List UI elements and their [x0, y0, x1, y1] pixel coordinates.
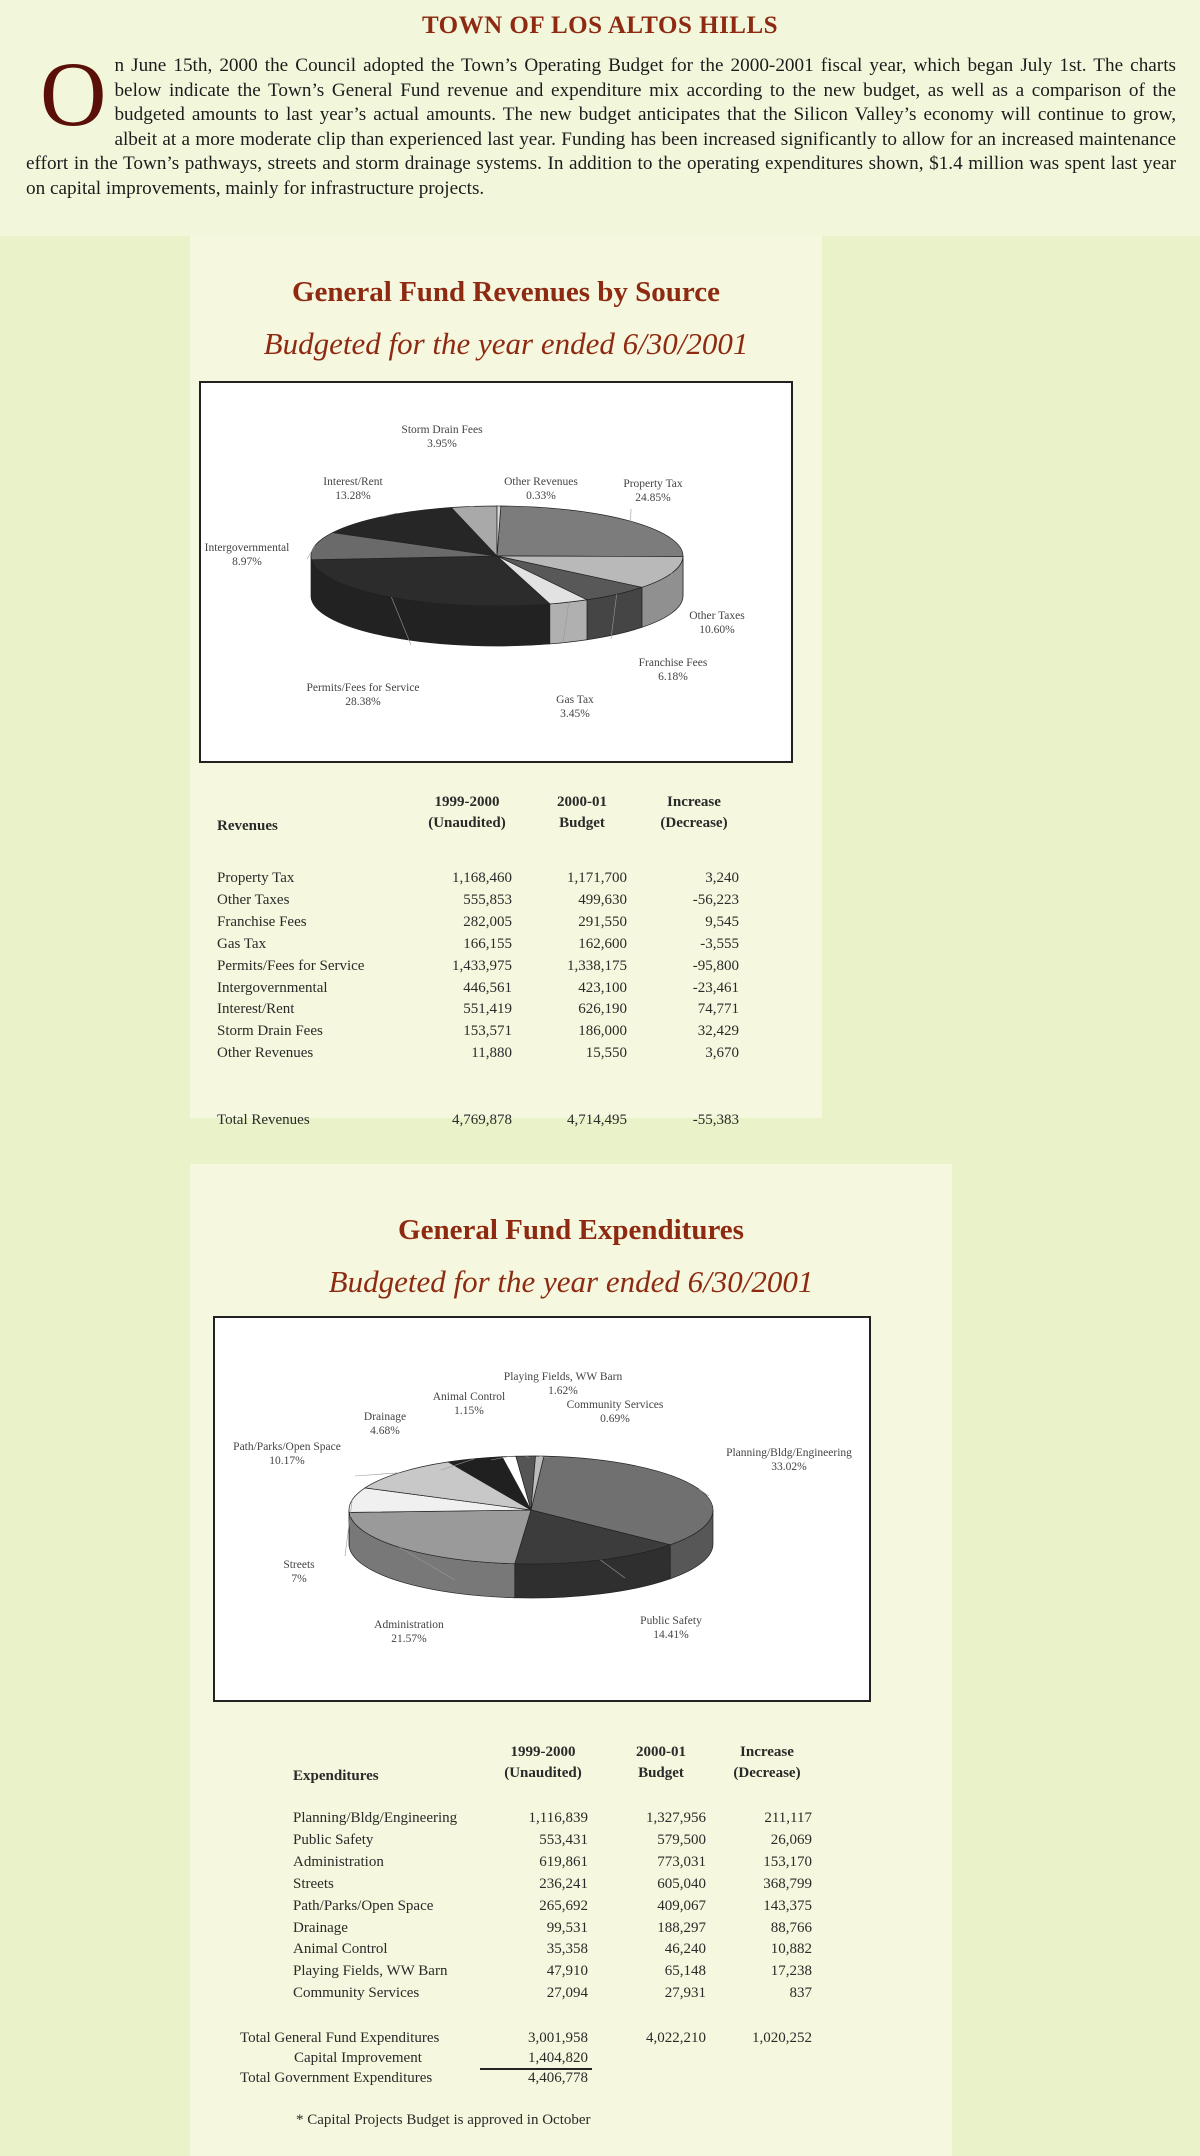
- pie-label-franchise-fees: Franchise Fees: [638, 657, 708, 669]
- intro-paragraph: [26, 43, 1176, 201]
- pie-pct-streets: 7%: [291, 1573, 307, 1585]
- table-cell: 499,630: [578, 891, 627, 908]
- pie-pct-interest-rent: 13.28%: [335, 490, 371, 502]
- table-cell: 551,419: [463, 1001, 512, 1018]
- pie-label-gas-tax: Gas Tax: [556, 694, 594, 706]
- table-row-label: Other Revenues: [217, 1045, 314, 1062]
- table-cell: 27,094: [546, 1985, 588, 2002]
- pie-pct-administration: 21.57%: [391, 1633, 427, 1645]
- column-header-2-sub: Budget: [638, 1765, 684, 1781]
- table-cell: 166,155: [463, 935, 512, 952]
- pie-pct-public-safety: 14.41%: [653, 1629, 689, 1641]
- table-row-label: Streets: [293, 1875, 334, 1892]
- pie-label-playing-fields-ww-barn: Playing Fields, WW Barn: [503, 1371, 623, 1383]
- column-header-label: Revenues: [217, 818, 278, 834]
- column-header-2: 2000-01: [636, 1744, 686, 1760]
- total-underline: [480, 2068, 592, 2070]
- table-cell: 65,148: [664, 1963, 706, 1980]
- table-cell: 579,500: [657, 1831, 706, 1848]
- revenues-pie-svg: [201, 383, 791, 761]
- table-cell: 423,100: [578, 979, 627, 996]
- pie-label-other-taxes: Other Taxes: [689, 610, 745, 622]
- revenues-table: [190, 792, 822, 1128]
- table-cell: 409,067: [657, 1897, 706, 1914]
- pie-pct-community-services: 0.69%: [600, 1413, 630, 1425]
- totals-row-label: Total Government Expenditures: [240, 2070, 433, 2086]
- pie-pct-drainage: 4.68%: [370, 1425, 400, 1437]
- total-revenues-label: Total Revenues: [217, 1112, 310, 1128]
- table-row-label: Other Taxes: [217, 891, 290, 908]
- table-row-label: Gas Tax: [217, 935, 267, 952]
- column-header-3: Increase: [740, 1744, 794, 1760]
- revenues-pie-chart: [199, 381, 793, 763]
- expenditures-pie-svg: [215, 1318, 869, 1700]
- pie-label-intergovernmental: Intergovernmental: [204, 542, 290, 554]
- table-row-label: Intergovernmental: [217, 979, 328, 996]
- pie-label-permits-fees-for-service: Permits/Fees for Service: [306, 682, 420, 694]
- table-cell: 555,853: [463, 891, 512, 908]
- table-cell: -23,461: [692, 979, 739, 996]
- table-cell: -3,555: [700, 935, 739, 952]
- pie-label-interest-rent: Interest/Rent: [323, 476, 383, 488]
- table-row-label: Drainage: [293, 1919, 348, 1936]
- expenditures-pie-chart: [213, 1316, 871, 1702]
- table-cell: 3,240: [705, 870, 739, 886]
- table-cell: -95,800: [692, 957, 739, 974]
- pie-pct-playing-fields-ww-barn: 1.62%: [548, 1385, 578, 1397]
- table-cell: 46,240: [664, 1941, 706, 1958]
- table-cell: 282,005: [463, 913, 512, 930]
- pie-pct-storm-drain-fees: 3.95%: [427, 438, 457, 450]
- table-row-label: Franchise Fees: [217, 913, 307, 930]
- pie-pct-other-revenues: 0.33%: [526, 490, 556, 502]
- expenditures-title: General Fund Expenditures: [398, 1214, 744, 1246]
- pie-label-administration: Administration: [374, 1619, 444, 1631]
- table-cell: 153,170: [763, 1853, 812, 1870]
- table-cell: 74,771: [697, 1001, 739, 1018]
- totals-row-label: Total General Fund Expenditures: [240, 2030, 440, 2046]
- pie-label-community-services: Community Services: [566, 1399, 664, 1411]
- table-cell: 27,931: [664, 1985, 706, 2002]
- column-header-1: 1999-2000: [434, 794, 500, 810]
- expenditures-table: [190, 1742, 952, 2122]
- table-row-label: Playing Fields, WW Barn: [293, 1963, 448, 1980]
- table-cell: 837: [789, 1985, 812, 2002]
- totals-row-cell: 4,406,778: [528, 2070, 588, 2086]
- table-row-label: Animal Control: [293, 1941, 388, 1958]
- pie-label-storm-drain-fees: Storm Drain Fees: [401, 424, 483, 436]
- pie-label-public-safety: Public Safety: [640, 1615, 702, 1627]
- table-cell: 265,692: [539, 1897, 588, 1914]
- table-cell: 88,766: [770, 1919, 812, 1936]
- pie-pct-path-parks-open-space: 10.17%: [269, 1455, 305, 1467]
- table-row-label: Property Tax: [217, 870, 295, 886]
- pie-pct-other-taxes: 10.60%: [699, 624, 735, 636]
- pie-pct-animal-control: 1.15%: [454, 1405, 484, 1417]
- totals-row-cell: 1,404,820: [528, 2050, 588, 2066]
- table-cell: 17,238: [770, 1963, 812, 1980]
- pie-label-property-tax: Property Tax: [623, 478, 683, 490]
- table-cell: 446,561: [463, 979, 512, 996]
- table-row-label: Administration: [293, 1853, 384, 1870]
- table-cell: 99,531: [546, 1919, 588, 1936]
- pie-pct-franchise-fees: 6.18%: [658, 671, 688, 683]
- table-row-label: Planning/Bldg/Engineering: [293, 1810, 458, 1826]
- table-row-label: Interest/Rent: [217, 1001, 295, 1018]
- table-cell: 10,882: [770, 1941, 812, 1958]
- table-cell: 553,431: [539, 1831, 588, 1848]
- pie-label-path-parks-open-space: Path/Parks/Open Space: [233, 1441, 341, 1453]
- table-cell: 35,358: [546, 1941, 588, 1958]
- table-cell: 236,241: [539, 1875, 588, 1892]
- revenues-panel: [190, 236, 822, 1128]
- table-cell: 153,571: [463, 1023, 512, 1040]
- revenues-title: General Fund Revenues by Source: [291, 276, 721, 308]
- table-cell: 368,799: [763, 1875, 812, 1892]
- pie-pct-intergovernmental: 8.97%: [232, 556, 262, 568]
- table-cell: 291,550: [578, 913, 627, 930]
- pie-label-animal-control: Animal Control: [432, 1391, 506, 1403]
- table-cell: 1,116,839: [528, 1810, 588, 1826]
- pie-slice-property-tax: [497, 506, 683, 557]
- column-header-1: 1999-2000: [510, 1744, 576, 1760]
- column-header-3-sub: (Decrease): [733, 1765, 801, 1781]
- column-header-3-sub: (Decrease): [660, 815, 728, 831]
- footnote: * Capital Projects Budget is approved in October: [296, 2112, 591, 2128]
- table-cell: 626,190: [578, 1001, 627, 1018]
- table-cell: 3,670: [705, 1045, 739, 1062]
- total-revenues-cell: 4,714,495: [567, 1112, 627, 1128]
- column-header-2: 2000-01: [557, 794, 607, 810]
- column-header-1-sub: (Unaudited): [504, 1765, 582, 1781]
- table-cell: 188,297: [657, 1919, 706, 1936]
- pie-label-planning-bldg-engineering: Planning/Bldg/Engineering: [726, 1447, 852, 1459]
- table-cell: 1,338,175: [567, 957, 627, 974]
- totals-row-cell: 1,020,252: [752, 2030, 812, 2046]
- table-cell: 773,031: [657, 1853, 706, 1870]
- table-cell: 619,861: [539, 1853, 588, 1870]
- table-row-label: Public Safety: [293, 1831, 374, 1848]
- table-cell: -56,223: [692, 891, 739, 908]
- expenditures-panel: [190, 1164, 952, 2156]
- page-title: TOWN OF LOS ALTOS HILLS: [421, 12, 779, 39]
- pie-pct-property-tax: 24.85%: [635, 492, 671, 504]
- totals-row-label: Capital Improvement: [294, 2050, 422, 2066]
- column-header-label: Expenditures: [293, 1768, 379, 1784]
- drop-cap: O: [40, 43, 107, 145]
- revenues-subtitle: Budgeted for the year ended 6/30/2001: [263, 326, 749, 361]
- table-row-label: Path/Parks/Open Space: [293, 1897, 434, 1914]
- table-cell: 162,600: [578, 935, 627, 952]
- table-cell: 26,069: [770, 1831, 812, 1848]
- table-cell: 9,545: [705, 913, 739, 930]
- pie-pct-planning-bldg-engineering: 33.02%: [771, 1461, 807, 1473]
- table-cell: 11,880: [471, 1045, 512, 1062]
- column-header-2-sub: Budget: [559, 815, 605, 831]
- pie-label-drainage: Drainage: [363, 1411, 407, 1423]
- pie-pct-permits-fees-for-service: 28.38%: [345, 696, 381, 708]
- pie-label-streets: Streets: [283, 1559, 315, 1571]
- expenditures-subtitle: Budgeted for the year ended 6/30/2001: [328, 1264, 814, 1299]
- column-header-3: Increase: [667, 794, 721, 810]
- table-cell: 1,171,700: [567, 870, 627, 886]
- total-revenues-cell: -55,383: [692, 1112, 739, 1128]
- table-cell: 15,550: [585, 1045, 627, 1062]
- table-row-label: Storm Drain Fees: [217, 1023, 323, 1040]
- table-row-label: Permits/Fees for Service: [217, 957, 365, 974]
- table-cell: 211,117: [764, 1810, 812, 1826]
- total-revenues-cell: 4,769,878: [452, 1112, 512, 1128]
- totals-row-cell: 3,001,958: [528, 2030, 588, 2046]
- totals-row-cell: 4,022,210: [646, 2030, 706, 2046]
- table-row-label: Community Services: [293, 1985, 420, 2002]
- table-cell: 47,910: [546, 1963, 588, 1980]
- table-cell: 1,168,460: [452, 870, 512, 886]
- column-header-1-sub: (Unaudited): [428, 815, 506, 831]
- table-cell: 186,000: [578, 1023, 627, 1040]
- intro-section: [0, 0, 1200, 236]
- table-cell: 605,040: [657, 1875, 706, 1892]
- table-cell: 143,375: [763, 1897, 812, 1914]
- intro-text: n June 15th, 2000 the Council adopted the Town’s Operating Budget for the 2000-2001 fiscal year, which began July 1st. The charts below indicate the Town’s General Fund revenue and expenditure mix according to the new budget, as well as a comparison of the budgeted amounts to last year’s actual amounts. The new budget anticipates that the Silicon Valley’s economy will continue to grow, albeit at a more moderate clip than experienced last year. Funding has been increased significantly to allow for an increased maintenance effort in the Town’s pathways, streets and storm drainage systems. In addition to the operating expenditures shown, $1.4 million was spent last year on capital improvements, mainly for infrastructure projects.: [26, 55, 1176, 199]
- pie-label-other-revenues: Other Revenues: [504, 476, 578, 488]
- table-cell: 1,327,956: [646, 1810, 706, 1826]
- pie-pct-gas-tax: 3.45%: [560, 708, 590, 720]
- table-cell: 1,433,975: [452, 957, 512, 974]
- table-cell: 32,429: [697, 1023, 739, 1040]
